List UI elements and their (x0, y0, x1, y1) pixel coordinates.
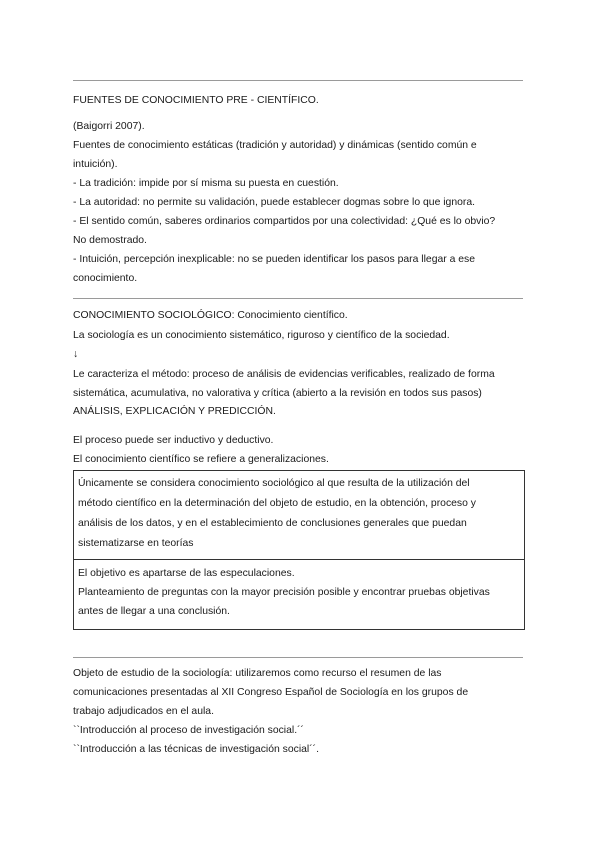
paragraph-line: El proceso puede ser inductivo y deductivo. (73, 435, 274, 446)
paragraph-line: ``Introducción al proceso de investigación social.´´ (73, 725, 305, 736)
paragraph-line: La sociología es un conocimiento sistemático, riguroso y científico de la sociedad. (73, 330, 450, 341)
list-item-intuition: - Intuición, percepción inexplicable: no se pueden identificar los pasos para llegar a ese (73, 254, 476, 265)
paragraph-line: ``Introducción a las técnicas de investigación social´´. (73, 744, 320, 755)
paragraph-line: intuición). (73, 159, 118, 170)
down-arrow-icon: ↓ (73, 349, 79, 360)
box-line: antes de llegar a una conclusión. (78, 606, 230, 617)
paragraph-line: sistemática, acumulativa, no valorativa y crítica (abierto a la revisión en todos sus pasos) (73, 388, 482, 399)
paragraph-line: conocimiento. (73, 273, 138, 284)
divider-middle (73, 298, 523, 299)
list-item-common-sense: - El sentido común, saberes ordinarios compartidos por una colectividad: ¿Qué es lo obvio? (73, 216, 496, 227)
list-item-tradition: - La tradición: impide por sí misma su puesta en cuestión. (73, 178, 339, 189)
divider-top (73, 80, 523, 81)
box-line: Planteamiento de preguntas con la mayor precisión posible y encontrar pruebas objetivas (78, 587, 490, 598)
box-line: sistematizarse en teorías (78, 538, 194, 549)
box-line: El objetivo es apartarse de las especulaciones. (78, 568, 295, 579)
paragraph-line: ANÁLISIS, EXPLICACIÓN Y PREDICCIÓN. (73, 406, 276, 417)
paragraph-line: trabajo adjudicados en el aula. (73, 706, 214, 717)
section-title-sociological: CONOCIMIENTO SOCIOLÓGICO: Conocimiento científico. (73, 310, 348, 321)
box-line: Únicamente se considera conocimiento sociológico al que resulta de la utilización del (78, 478, 470, 489)
citation: (Baigorri 2007). (73, 121, 145, 132)
paragraph-line: No demostrado. (73, 235, 147, 246)
definition-box (73, 470, 525, 560)
paragraph-line: Le caracteriza el método: proceso de análisis de evidencias verificables, realizado de forma (73, 369, 495, 380)
objective-box (73, 559, 525, 630)
paragraph-line: El conocimiento científico se refiere a generalizaciones. (73, 454, 329, 465)
list-item-authority: - La autoridad: no permite su validación, puede establecer dogmas sobre lo que ignora. (73, 197, 476, 208)
paragraph-line: Fuentes de conocimiento estáticas (tradición y autoridad) y dinámicas (sentido común e (73, 140, 477, 151)
paragraph-line: Objeto de estudio de la sociología: utilizaremos como recurso el resumen de las (73, 668, 442, 679)
box-line: análisis de los datos, y en el establecimiento de conclusiones generales que puedan (78, 518, 467, 529)
section-title-pre-scientific: FUENTES DE CONOCIMIENTO PRE - CIENTÍFICO. (73, 95, 319, 106)
box-line: método científico en la determinación del objeto de estudio, en la obtención, proceso y (78, 498, 476, 509)
paragraph-line: comunicaciones presentadas al XII Congreso Español de Sociología en los grupos de (73, 687, 469, 698)
divider-bottom (73, 657, 523, 658)
